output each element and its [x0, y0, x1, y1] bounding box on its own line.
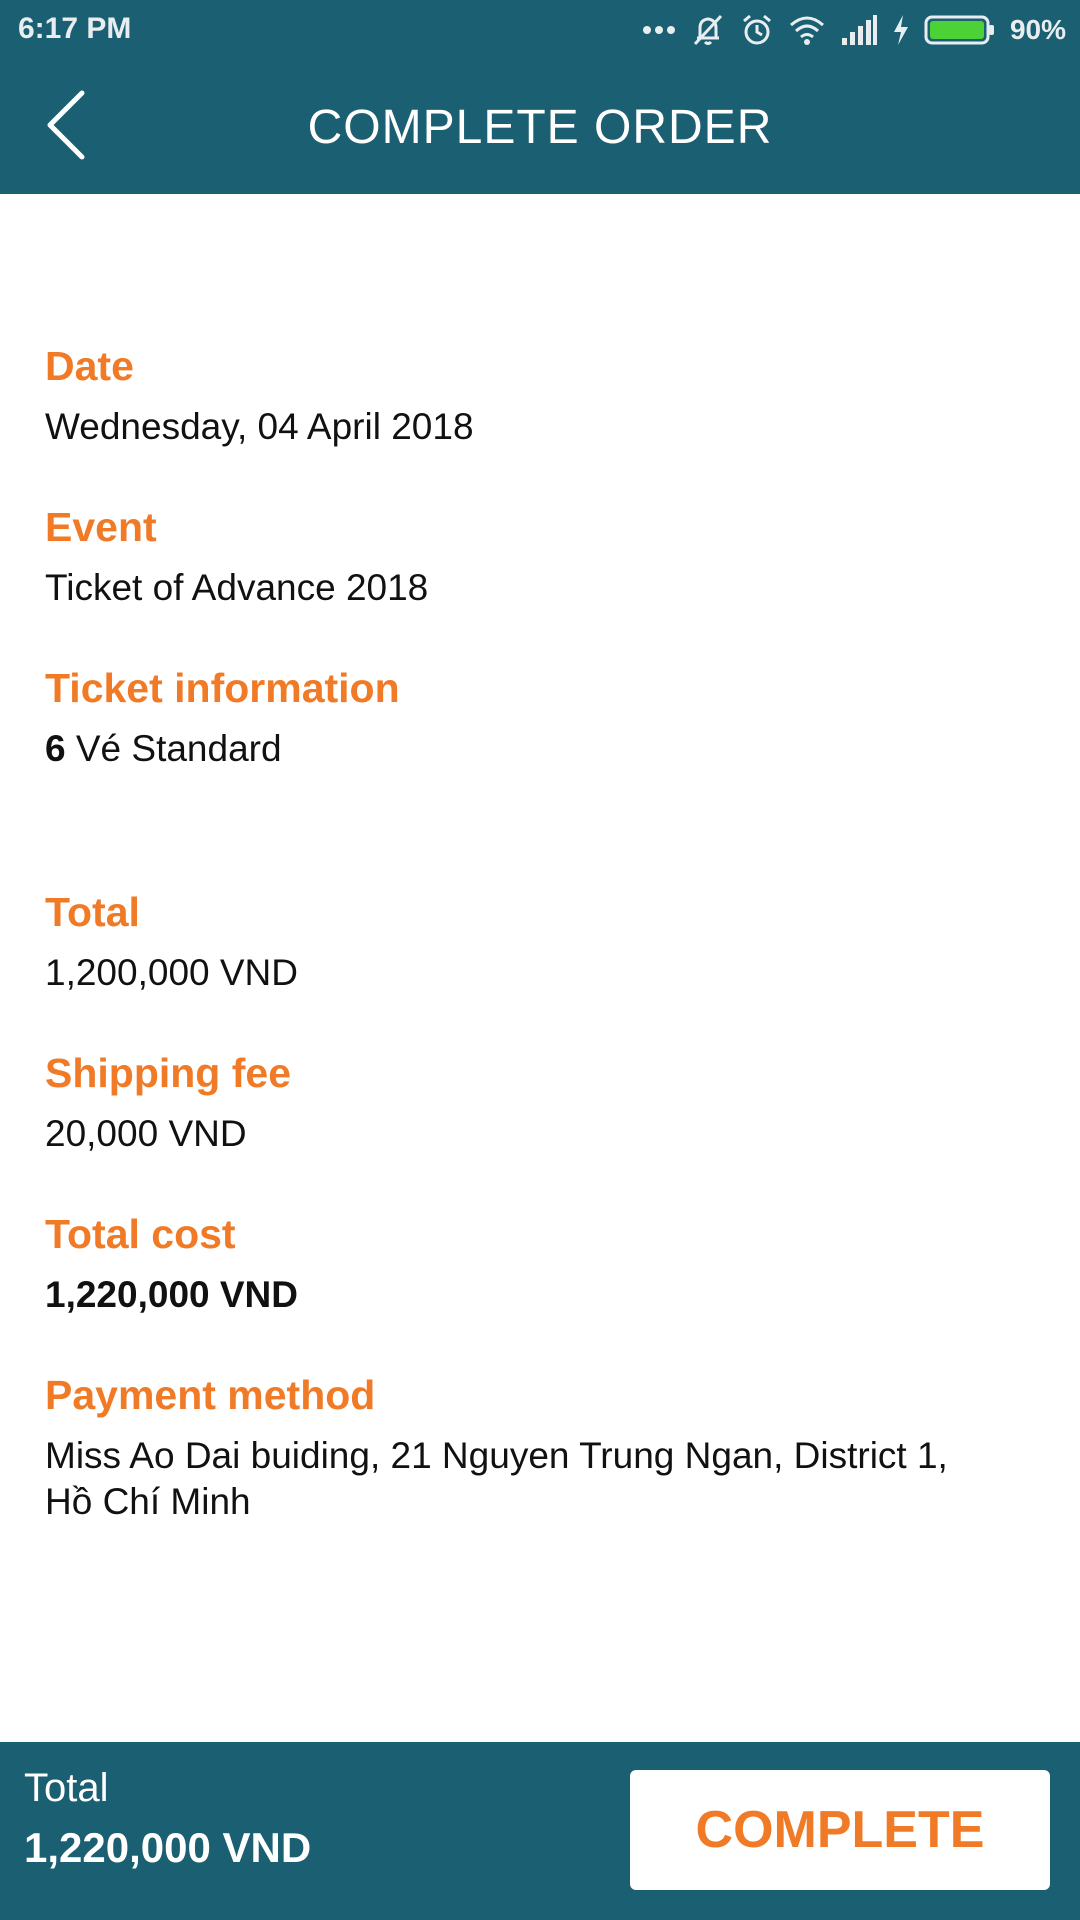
event-label: Event — [45, 504, 157, 550]
shipping-label: Shipping fee — [45, 1050, 291, 1096]
payment-address-line1: Miss Ao Dai buiding, 21 Nguyen Trung Ngan, District 1, — [45, 1435, 948, 1476]
footer-total-value: 1,220,000 VND — [24, 1824, 312, 1871]
signal-icon — [840, 14, 878, 46]
total-cost-field — [45, 1206, 1035, 1318]
event-field — [45, 499, 1035, 611]
ticket-field — [45, 660, 1035, 772]
date-label: Date — [45, 343, 134, 389]
total-cost-value: 1,220,000 VND — [45, 1274, 299, 1315]
payment-value — [45, 1433, 1035, 1525]
ticket-type: Vé Standard — [75, 728, 282, 769]
charging-icon — [892, 14, 910, 46]
date-field — [45, 338, 1035, 450]
status-bar — [0, 0, 1080, 60]
bottom-bar — [0, 1742, 1080, 1920]
complete-button[interactable]: COMPLETE — [630, 1770, 1050, 1890]
shipping-field — [45, 1045, 1035, 1157]
shipping-value: 20,000 VND — [45, 1113, 247, 1154]
total-field — [45, 884, 1035, 996]
total-cost-label: Total cost — [45, 1211, 236, 1257]
app-bar — [0, 60, 1080, 194]
payment-label: Payment method — [45, 1372, 376, 1418]
alarm-icon — [740, 13, 774, 47]
battery-icon — [924, 14, 996, 46]
event-value: Ticket of Advance 2018 — [45, 567, 429, 608]
payment-field — [45, 1367, 1035, 1525]
total-label: Total — [45, 889, 140, 935]
status-time: 6:17 PM — [18, 12, 132, 45]
ticket-quantity: 6 — [45, 728, 66, 769]
date-value: Wednesday, 04 April 2018 — [45, 406, 474, 447]
page-title: COMPLETE ORDER — [307, 101, 773, 154]
mute-icon — [690, 12, 726, 48]
battery-percent: 90% — [1009, 14, 1066, 45]
total-value: 1,200,000 VND — [45, 952, 299, 993]
status-icons — [642, 10, 1066, 50]
wifi-icon — [788, 14, 826, 46]
footer-total-label: Total — [24, 1766, 109, 1810]
ticket-label: Ticket information — [45, 665, 400, 711]
payment-address-line2: Hồ Chí Minh — [45, 1481, 251, 1522]
ticket-value — [45, 726, 1035, 772]
more-dots-icon — [642, 24, 676, 36]
order-details — [45, 338, 1035, 1525]
